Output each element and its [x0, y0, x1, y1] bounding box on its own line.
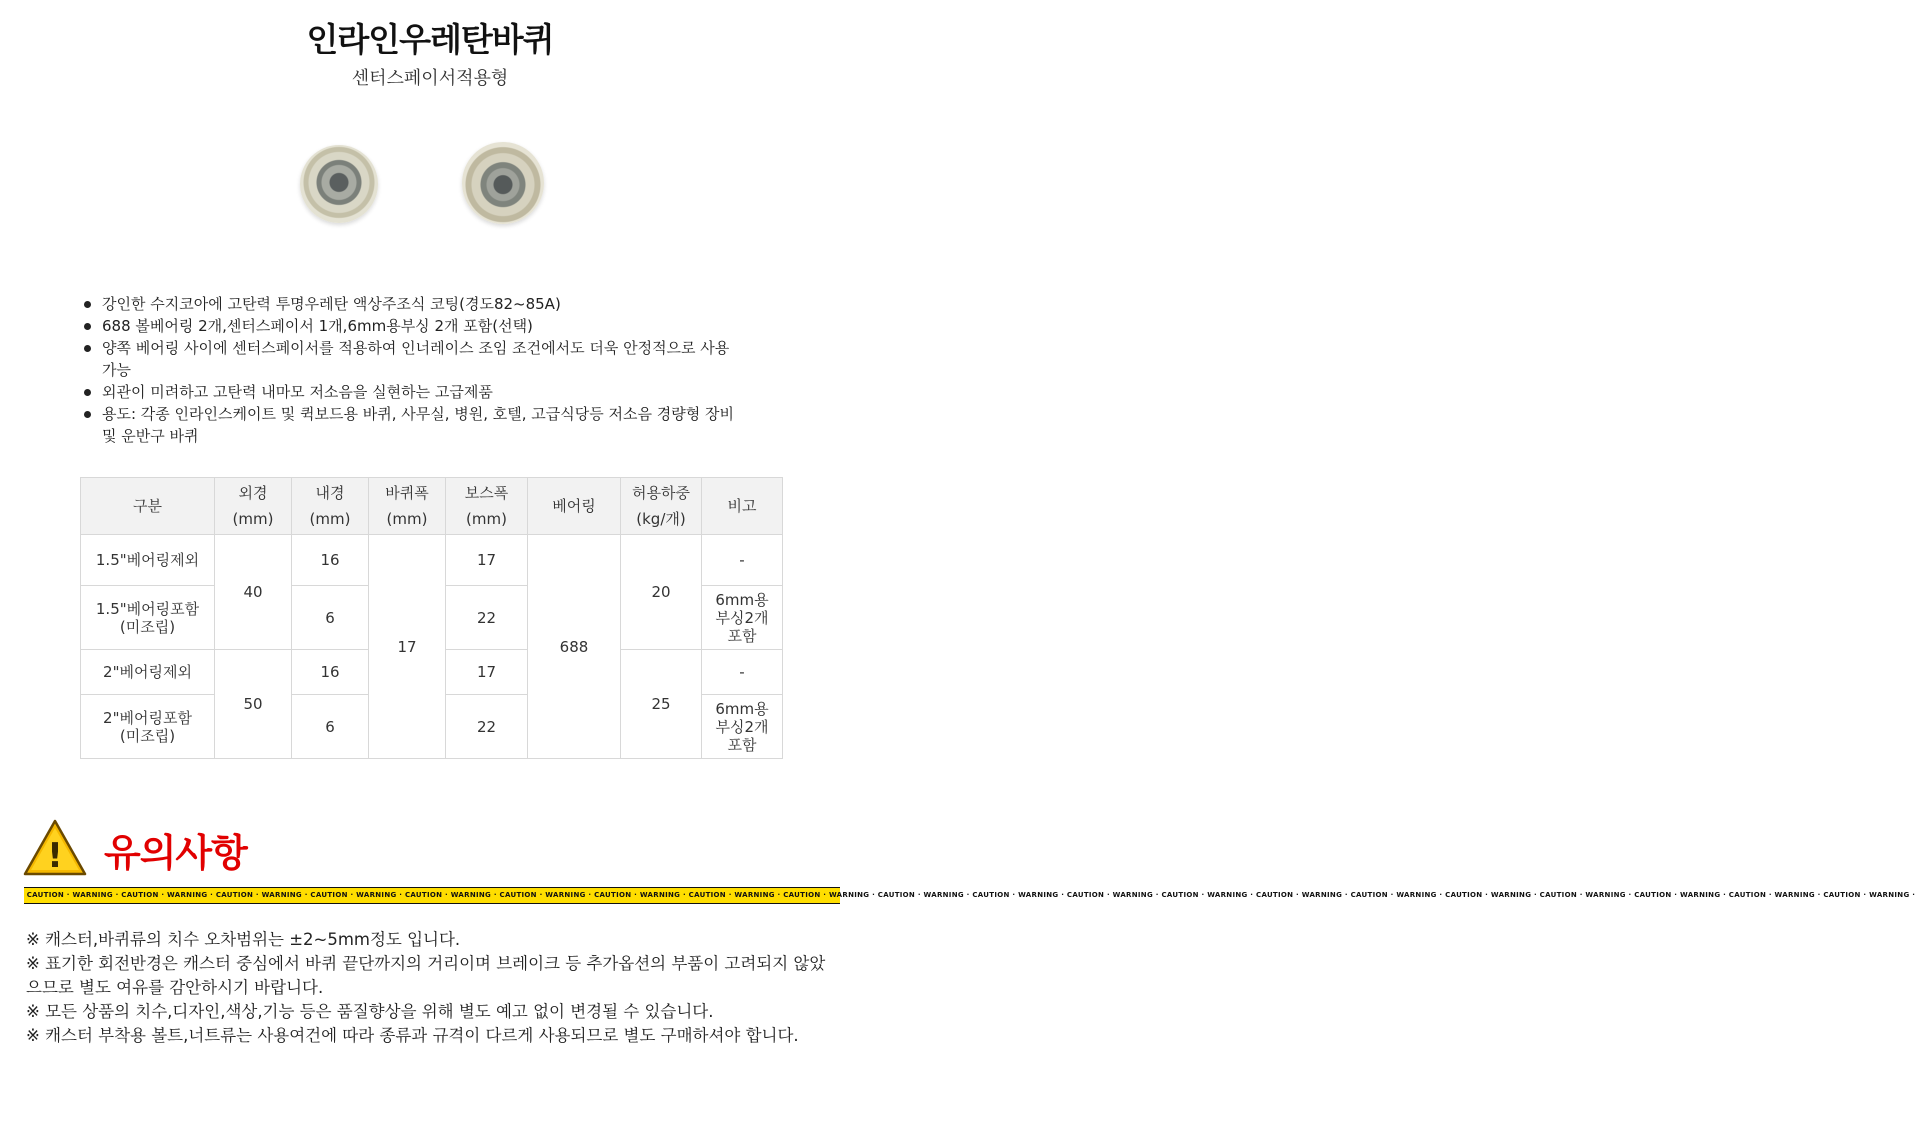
cell-note: 6mm용 부싱2개 포함: [702, 695, 783, 759]
cell-od: 50: [215, 650, 292, 759]
header-od: 외경 (mm): [215, 478, 292, 535]
cell-boss: 17: [446, 535, 528, 586]
cell-width: 17: [369, 535, 446, 759]
header-bearing: 베어링: [528, 478, 621, 535]
cell-boss: 22: [446, 586, 528, 650]
cell-boss: 17: [446, 650, 528, 695]
cell-type: 1.5"베어링제외: [81, 535, 215, 586]
header-boss: 보스폭 (mm): [446, 478, 528, 535]
table-row: [81, 535, 783, 586]
feature-item: 외관이 미려하고 고탄력 내마모 저소음을 실현하는 고급제품: [80, 381, 740, 403]
wheel-image-left: [300, 145, 378, 223]
cell-type: 2"베어링제외: [81, 650, 215, 695]
warning-triangle-icon: [22, 818, 88, 878]
caution-tape: CAUTION · WARNING · CAUTION · WARNING · CAUTION · WARNING · CAUTION · WARNING · CAUTION · WARNING · CAUTION · WARNING · CAUTION · WARNING · CAUTION · WARNING · CAUTION · WARNING · CAUTION · WARNING · CAUTION · WARNING · CAUTION · WARNING · CAUTION · WARNING · CAUTION · WARNING · CAUTION · WARNING · CAUTION · WARNING · CAUTION · WARNING · CAUTION · WARNING · CAUTION · WARNING · CAUTION · WARNING ·: [24, 887, 840, 904]
cell-type: 1.5"베어링포함 (미조립): [81, 586, 215, 650]
cell-load: 20: [621, 535, 702, 650]
table-header-row: [81, 478, 783, 535]
cell-id: 16: [292, 650, 369, 695]
feature-item: 용도: 각종 인라인스케이트 및 퀵보드용 바퀴, 사무실, 병원, 호텔, 고급식당등 저소음 경량형 장비 및 운반구 바퀴: [80, 403, 740, 447]
header-note: 비고: [702, 478, 783, 535]
cell-note: -: [702, 650, 783, 695]
header-id: 내경 (mm): [292, 478, 369, 535]
feature-item: 강인한 수지코아에 고탄력 투명우레탄 액상주조식 코팅(경도82~85A): [80, 293, 740, 315]
note-item: ※ 표기한 회전반경은 캐스터 중심에서 바퀴 끝단까지의 거리이며 브레이크 등 추가옵션의 부품이 고려되지 않았으므로 별도 여유를 감안하시기 바랍니다.: [26, 954, 826, 997]
feature-list: [80, 293, 740, 447]
cell-id: 16: [292, 535, 369, 586]
spec-table: [80, 477, 783, 759]
feature-item: 688 볼베어링 2개,센터스페이서 1개,6mm용부싱 2개 포함(선택): [80, 315, 740, 337]
caution-title: 유의사항: [104, 831, 247, 875]
feature-item: 양쪽 베어링 사이에 센터스페이서를 적용하여 인너레이스 조임 조건에서도 더욱 안정적으로 사용 가능: [80, 337, 740, 381]
cell-boss: 22: [446, 695, 528, 759]
note-item: ※ 모든 상품의 치수,디자인,색상,기능 등은 품질향상을 위해 별도 예고 없이 변경될 수 있습니다.: [26, 1002, 714, 1021]
cell-bearing: 688: [528, 535, 621, 759]
warning-mark: !: [47, 836, 63, 876]
cell-type: 2"베어링포함 (미조립): [81, 695, 215, 759]
header-type: 구분: [81, 478, 215, 535]
page-title: 인라인우레탄바퀴: [306, 20, 554, 59]
wheel-image-right: [462, 142, 544, 224]
cell-id: 6: [292, 695, 369, 759]
cell-od: 40: [215, 535, 292, 650]
header-load: 허용하중 (kg/개): [621, 478, 702, 535]
header-width: 바퀴폭 (mm): [369, 478, 446, 535]
page-subtitle: 센터스페이서적용형: [351, 68, 509, 89]
cell-note: -: [702, 535, 783, 586]
cell-load: 25: [621, 650, 702, 759]
note-item: ※ 캐스터 부착용 볼트,너트류는 사용여건에 따라 종류과 규격이 다르게 사용되므로 별도 구매하셔야 합니다.: [26, 1026, 799, 1045]
cell-note: 6mm용 부싱2개 포함: [702, 586, 783, 650]
cell-id: 6: [292, 586, 369, 650]
notes: [26, 928, 836, 1048]
note-item: ※ 캐스터,바퀴류의 치수 오차범위는 ±2~5mm정도 입니다.: [26, 930, 461, 949]
